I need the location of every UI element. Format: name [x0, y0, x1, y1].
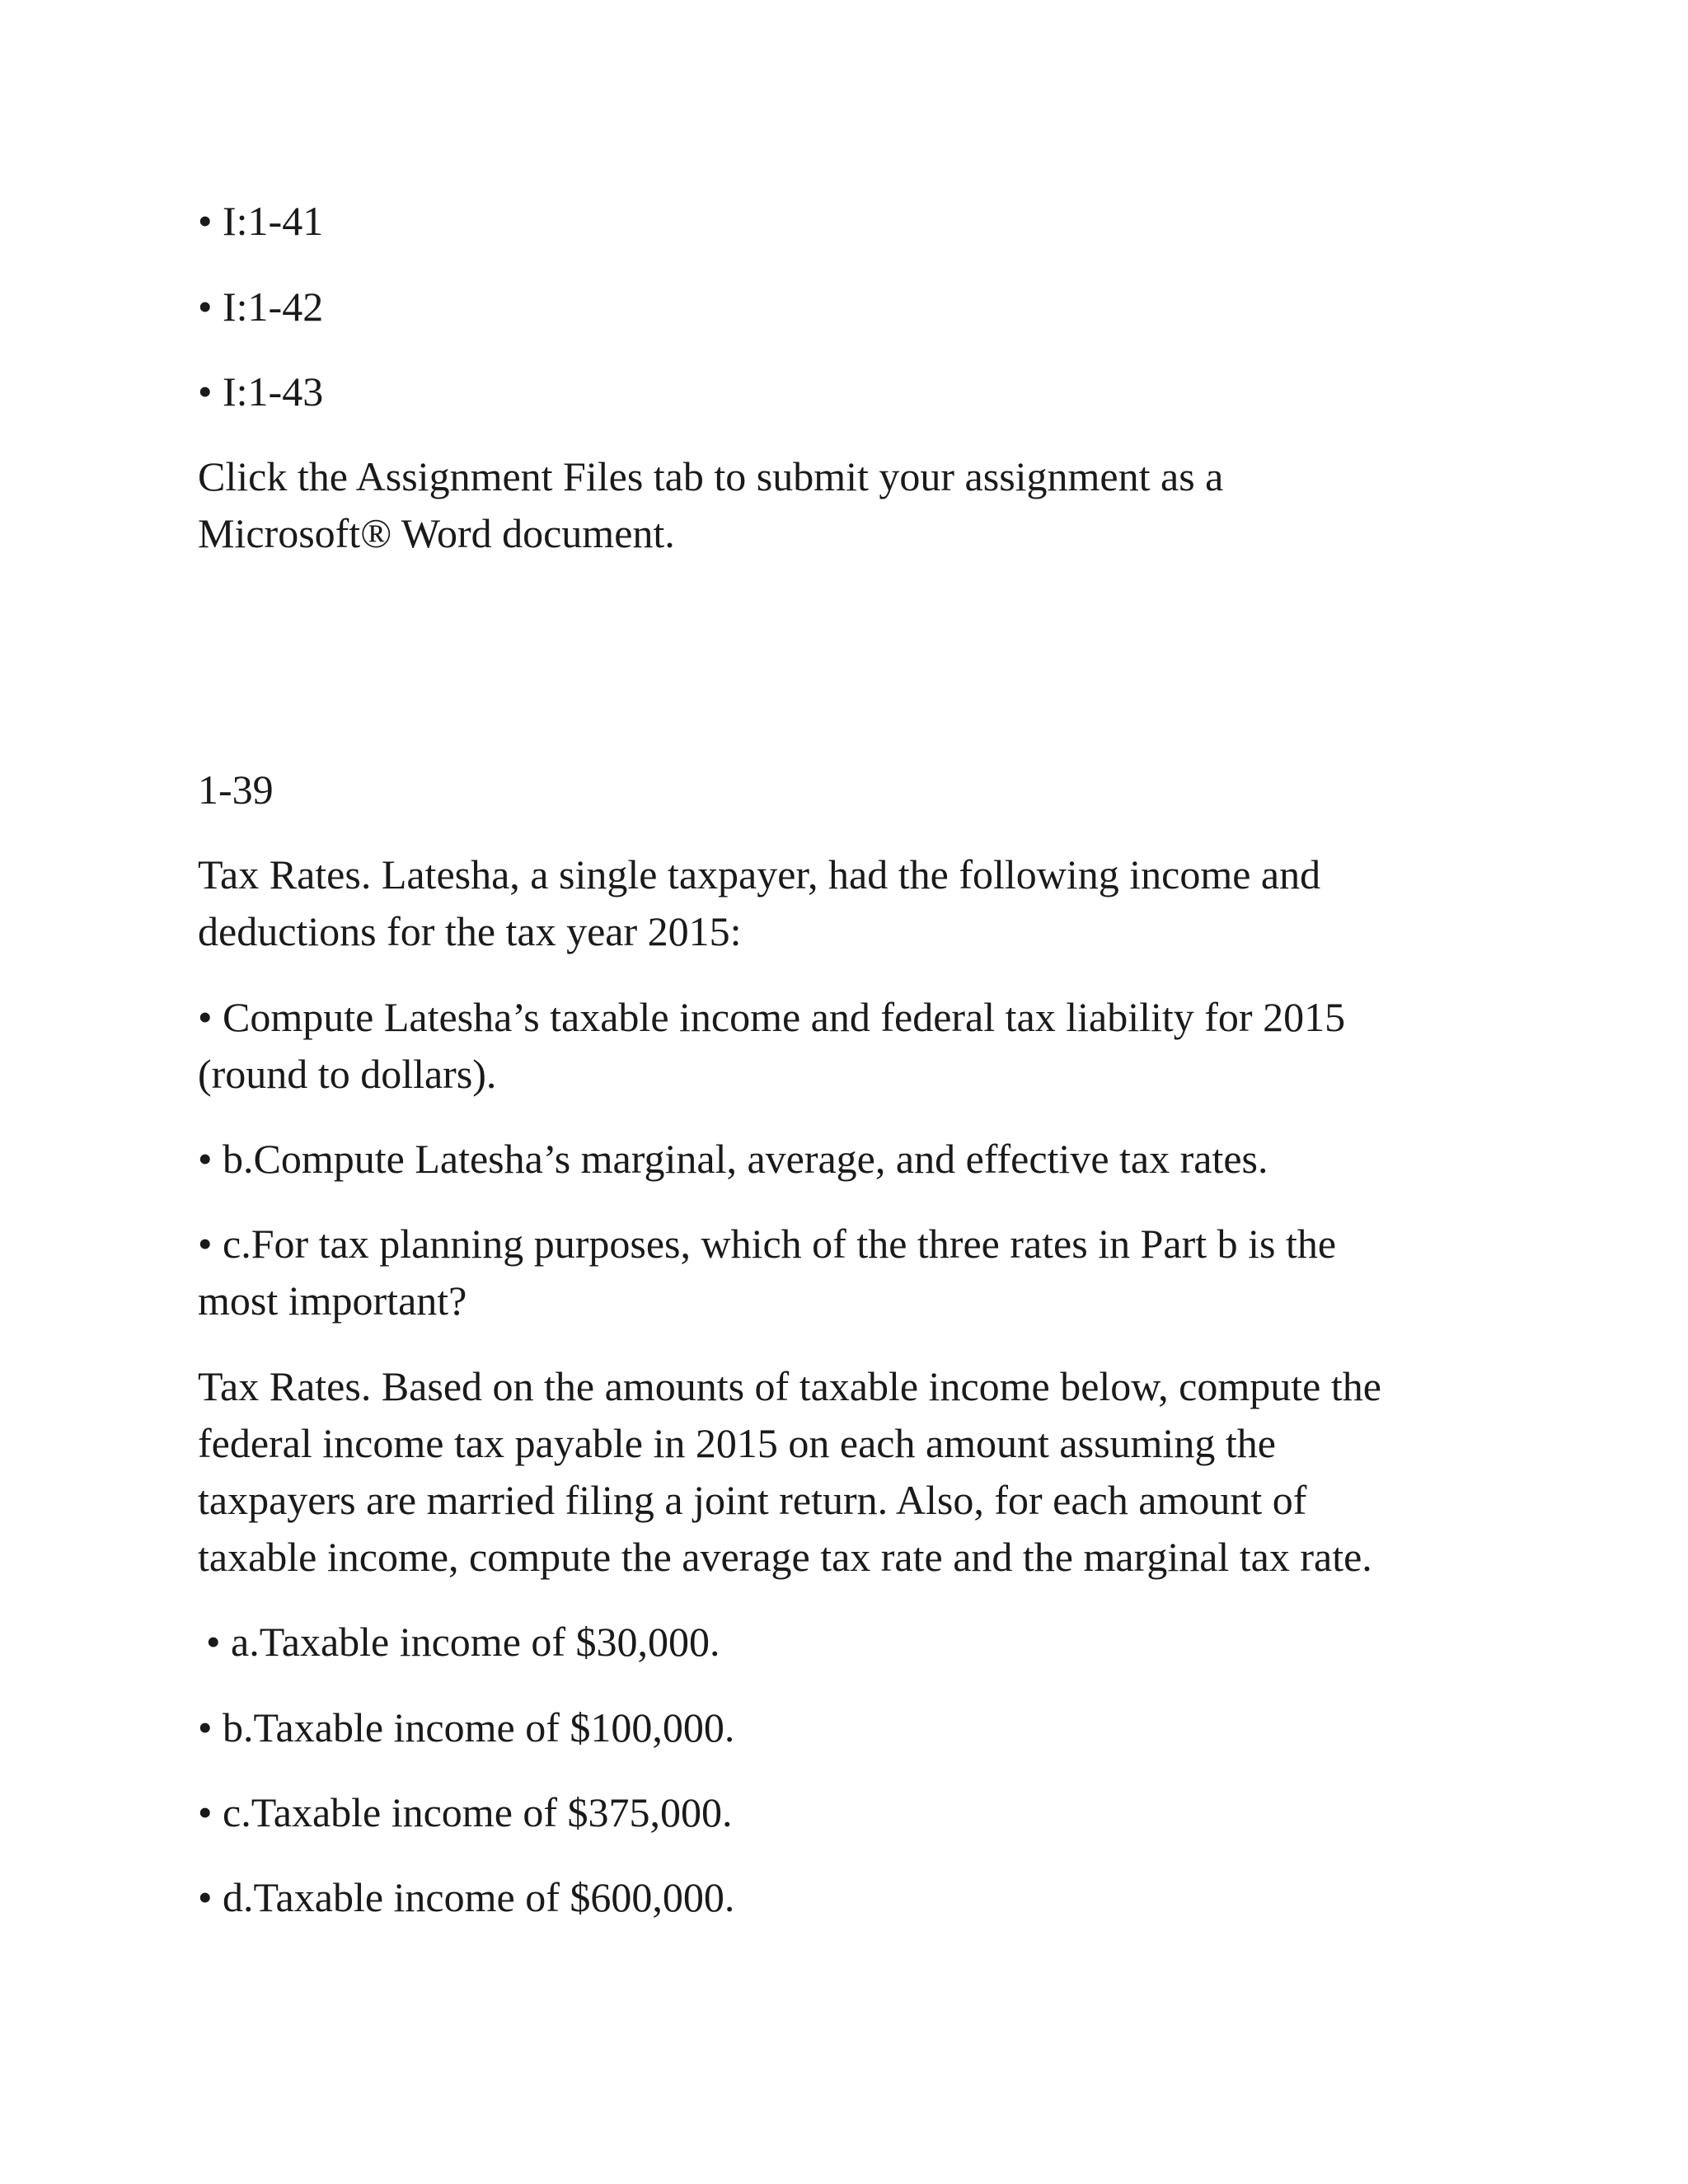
income-item: • c.Taxable income of $375,000.	[198, 1789, 733, 1835]
problem-part-c-line: • c.For tax planning purposes, which of the three rates in Part b is the	[198, 1221, 1337, 1267]
problem-part-b-line: • b.Compute Latesha’s marginal, average, and effective tax rates.	[198, 1136, 1268, 1182]
income-item: • d.Taxable income of $600,000.	[198, 1874, 735, 1920]
income-item: • a.Taxable income of $30,000.	[206, 1619, 720, 1665]
problem-part-a-line: (round to dollars).	[198, 1051, 497, 1097]
bullet-item: • I:1-42	[198, 284, 324, 330]
submit-instruction-line: Microsoft® Word document.	[198, 510, 675, 556]
submit-instruction-line: Click the Assignment Files tab to submit your assignment as a	[198, 453, 1224, 499]
problem-number: 1-39	[198, 766, 274, 813]
second-problem-line: Tax Rates. Based on the amounts of taxable income below, compute the	[198, 1363, 1381, 1409]
income-item: • b.Taxable income of $100,000.	[198, 1704, 735, 1750]
second-problem-line: taxable income, compute the average tax rate and the marginal tax rate.	[198, 1534, 1372, 1580]
second-problem-line: federal income tax payable in 2015 on each amount assuming the	[198, 1420, 1276, 1466]
second-problem-line: taxpayers are married filing a joint return. Also, for each amount of	[198, 1477, 1307, 1523]
problem-intro-line: deductions for the tax year 2015:	[198, 908, 742, 954]
problem-part-c-line: most important?	[198, 1277, 467, 1324]
bullet-item: • I:1-41	[198, 198, 324, 244]
problem-intro-line: Tax Rates. Latesha, a single taxpayer, had the following income and	[198, 851, 1321, 898]
bullet-item: • I:1-43	[198, 368, 324, 415]
problem-part-a-line: • Compute Latesha’s taxable income and federal tax liability for 2015	[198, 994, 1346, 1040]
